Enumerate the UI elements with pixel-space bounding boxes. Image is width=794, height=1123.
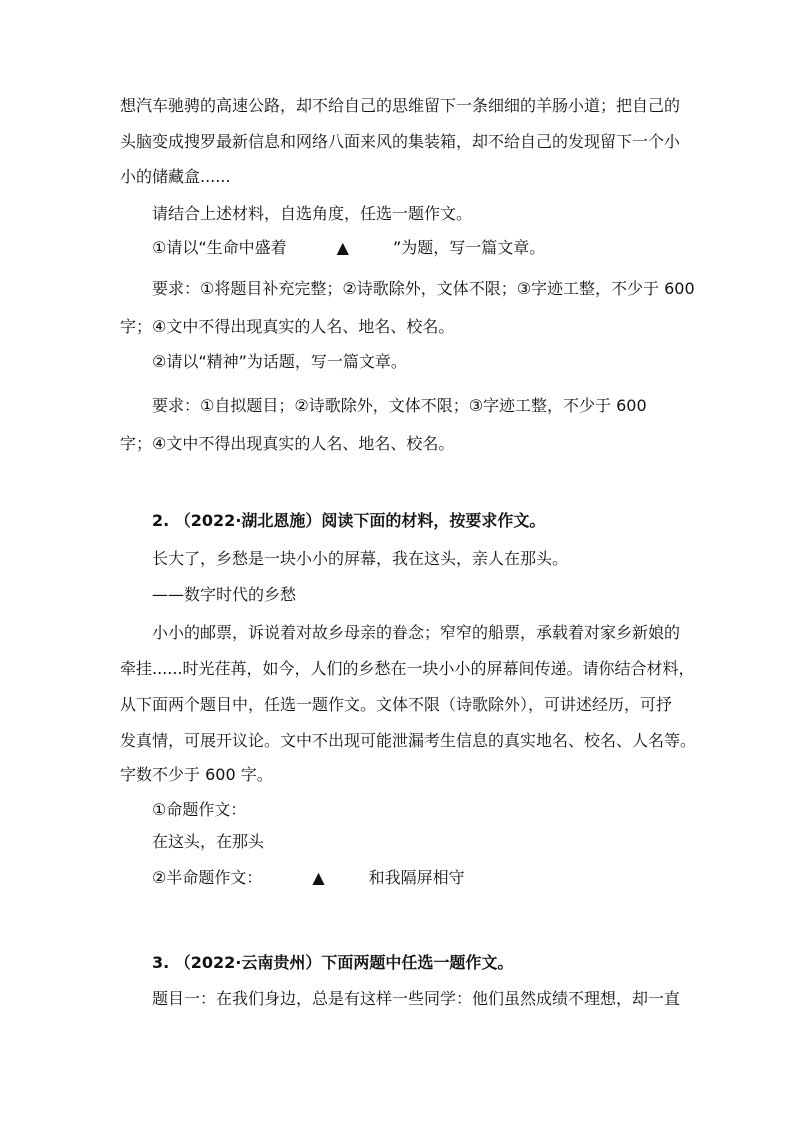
q1-instruction: 请结合上述材料，自选角度，任选一题作文。 [152,204,473,223]
q3-heading: 3. （2022·云南贵州）下面两题中任选一题作文。 [152,953,514,972]
q2-quote-source: ——数字时代的乡愁 [152,585,297,604]
q2-option-2-suffix: 和我隔屏相守 [368,868,465,887]
q1-option-2: ②请以“精神”为话题，写一篇文章。 [152,352,407,371]
intro-line-1: 想汽车驰骋的高速公路，却不给自己的思维留下一条细细的羊肠小道；把自己的 [120,96,681,115]
q2-option-1-label: ①命题作文： [152,800,247,819]
blank-triangle-icon: ▲ [312,868,325,887]
q1-requirement-2-line-1: 要求：①自拟题目；②诗歌除外，文体不限；③字迹工整，不少于 600 [152,396,647,415]
q2-option-2-label: ②半命题作文： [152,868,263,887]
q1-option-1-suffix: ”为题，写一篇文章。 [392,238,546,257]
q2-quote: 长大了，乡愁是一块小小的屏幕，我在这头，亲人在那头。 [152,549,569,568]
q2-paragraph-line-1: 小小的邮票，诉说着对故乡母亲的眷念；窄窄的船票，承载着对家乡新娘的 [152,623,681,642]
q2-paragraph-line-3: 从下面两个题目中，任选一题作文。文体不限（诗歌除外），可讲述经历，可抒 [120,695,673,714]
q2-paragraph-line-2: 牵挂......时光荏苒，如今，人们的乡愁在一块小小的屏幕间传递。请你结合材料， [120,659,695,678]
q2-paragraph-line-4: 发真情，可展开议论。文中不出现可能泄漏考生信息的真实地名、校名、人名等。 [120,731,697,750]
q2-option-2 [152,868,465,888]
q1-option-1 [152,238,545,258]
q2-paragraph-line-5: 字数不少于 600 字。 [120,765,273,784]
intro-line-3: 小的储藏盒...... [120,167,231,186]
q1-requirement-2-line-2: 字；④文中不得出现真实的人名、地名、校名。 [120,434,455,453]
q1-option-1-prefix: ①请以“生命中盛着 [152,238,287,257]
intro-line-2: 头脑变成搜罗最新信息和网络八面来风的集装箱，却不给自己的发现留下一个小 [120,132,681,151]
q3-line-1: 题目一：在我们身边，总是有这样一些同学：他们虽然成绩不理想，却一直 [152,989,681,1008]
q1-requirement-1-line-1: 要求：①将题目补充完整；②诗歌除外，文体不限；③字迹工整，不少于 600 [152,279,695,298]
q1-requirement-1-line-2: 字；④文中不得出现真实的人名、地名、校名。 [120,317,455,336]
q2-option-1-title: 在这头，在那头 [152,832,265,851]
q2-heading: 2. （2022·湖北恩施）阅读下面的材料，按要求作文。 [152,511,546,530]
blank-triangle-icon: ▲ [336,238,349,257]
